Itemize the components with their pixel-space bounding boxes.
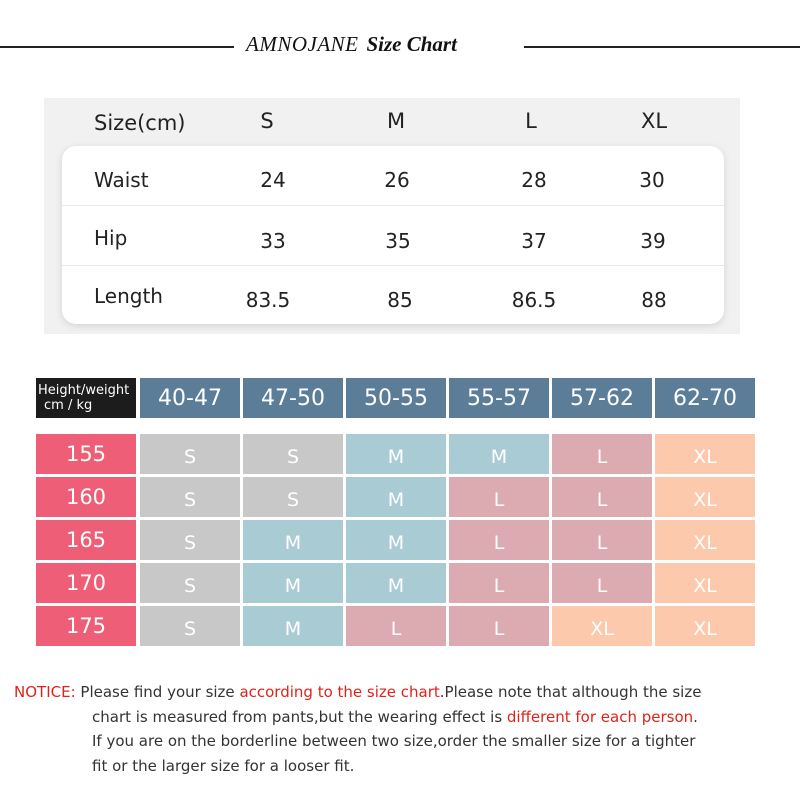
size-cell: M (243, 563, 343, 603)
weight-header-3: 55-57 (449, 378, 549, 418)
hip-m: 35 (385, 229, 411, 253)
size-cell: S (243, 434, 343, 474)
row-label-waist: Waist (94, 168, 149, 192)
waist-l: 28 (521, 168, 547, 192)
notice-part-5: If you are on the borderline between two size,order the smaller size for a tighter (92, 732, 696, 750)
hip-s: 33 (260, 229, 286, 253)
size-cell: L (552, 477, 652, 517)
size-cell: M (243, 606, 343, 646)
size-header-label: Size(cm) (94, 111, 186, 135)
size-cell: M (346, 477, 446, 517)
size-cell: S (140, 606, 240, 646)
size-cell: M (449, 434, 549, 474)
notice-label: NOTICE: (14, 683, 76, 701)
size-cell: S (140, 477, 240, 517)
row-divider (62, 205, 724, 206)
size-cell: L (449, 520, 549, 560)
size-cell: S (140, 434, 240, 474)
size-cell: L (346, 606, 446, 646)
waist-xl: 30 (639, 168, 665, 192)
length-m: 85 (387, 288, 413, 312)
weight-header-1: 47-50 (243, 378, 343, 418)
size-cell: M (346, 563, 446, 603)
notice-text (14, 680, 784, 778)
title-rule-right (524, 46, 800, 48)
notice-part-3: chart is measured from pants,but the wearing effect is (92, 707, 507, 726)
size-header-xl: XL (640, 109, 668, 133)
height-header-1: 160 (36, 477, 136, 517)
title-rule-left (0, 46, 234, 48)
size-cell: S (140, 563, 240, 603)
notice-highlight-2: different for each person (506, 707, 694, 726)
length-s: 83.5 (245, 288, 291, 312)
height-header-3: 170 (36, 563, 136, 603)
notice-part-2: .Please note that although the size (439, 683, 702, 701)
length-xl: 88 (641, 288, 667, 312)
waist-m: 26 (384, 168, 410, 192)
size-cell: XL (655, 520, 755, 560)
weight-header-4: 57-62 (552, 378, 652, 418)
size-cell: L (449, 563, 549, 603)
size-cell: XL (655, 477, 755, 517)
hip-xl: 39 (640, 229, 666, 253)
size-header-s: S (260, 109, 274, 133)
height-header-0: 155 (36, 434, 136, 474)
size-cell: L (449, 606, 549, 646)
grid-corner-label (36, 378, 136, 418)
weight-header-2: 50-55 (346, 378, 446, 418)
notice-part-1: Please find your size (75, 683, 240, 701)
size-cell: M (346, 434, 446, 474)
size-header-m: M (386, 109, 406, 133)
row-label-hip: Hip (94, 226, 128, 250)
notice-part-6: fit or the larger size for a looser fit. (92, 756, 355, 775)
corner-line-2: cm / kg (44, 398, 93, 413)
brand-name: AMNOJANE (246, 32, 359, 56)
notice-highlight-1: according to the size chart (239, 683, 440, 701)
size-cell: L (552, 563, 652, 603)
size-cell: L (449, 477, 549, 517)
weight-header-0: 40-47 (140, 378, 240, 418)
row-divider (62, 265, 724, 266)
chart-title: Size Chart (366, 32, 457, 56)
size-cell: M (346, 520, 446, 560)
size-cell: L (552, 520, 652, 560)
hip-l: 37 (521, 229, 547, 253)
size-cell: XL (655, 434, 755, 474)
height-header-4: 175 (36, 606, 136, 646)
size-cell: S (140, 520, 240, 560)
row-label-length: Length (94, 284, 163, 308)
size-cell: L (552, 434, 652, 474)
size-cell: S (243, 477, 343, 517)
notice-part-4: . (693, 707, 698, 726)
page-title (246, 32, 518, 57)
size-header-l: L (525, 109, 537, 133)
height-header-2: 165 (36, 520, 136, 560)
weight-header-5: 62-70 (655, 378, 755, 418)
size-cell: XL (552, 606, 652, 646)
size-cell: M (243, 520, 343, 560)
size-cell: XL (655, 606, 755, 646)
corner-line-1: Height/weight (38, 383, 130, 398)
waist-s: 24 (260, 168, 286, 192)
title-row (0, 30, 800, 64)
size-cell: XL (655, 563, 755, 603)
length-l: 86.5 (511, 288, 557, 312)
